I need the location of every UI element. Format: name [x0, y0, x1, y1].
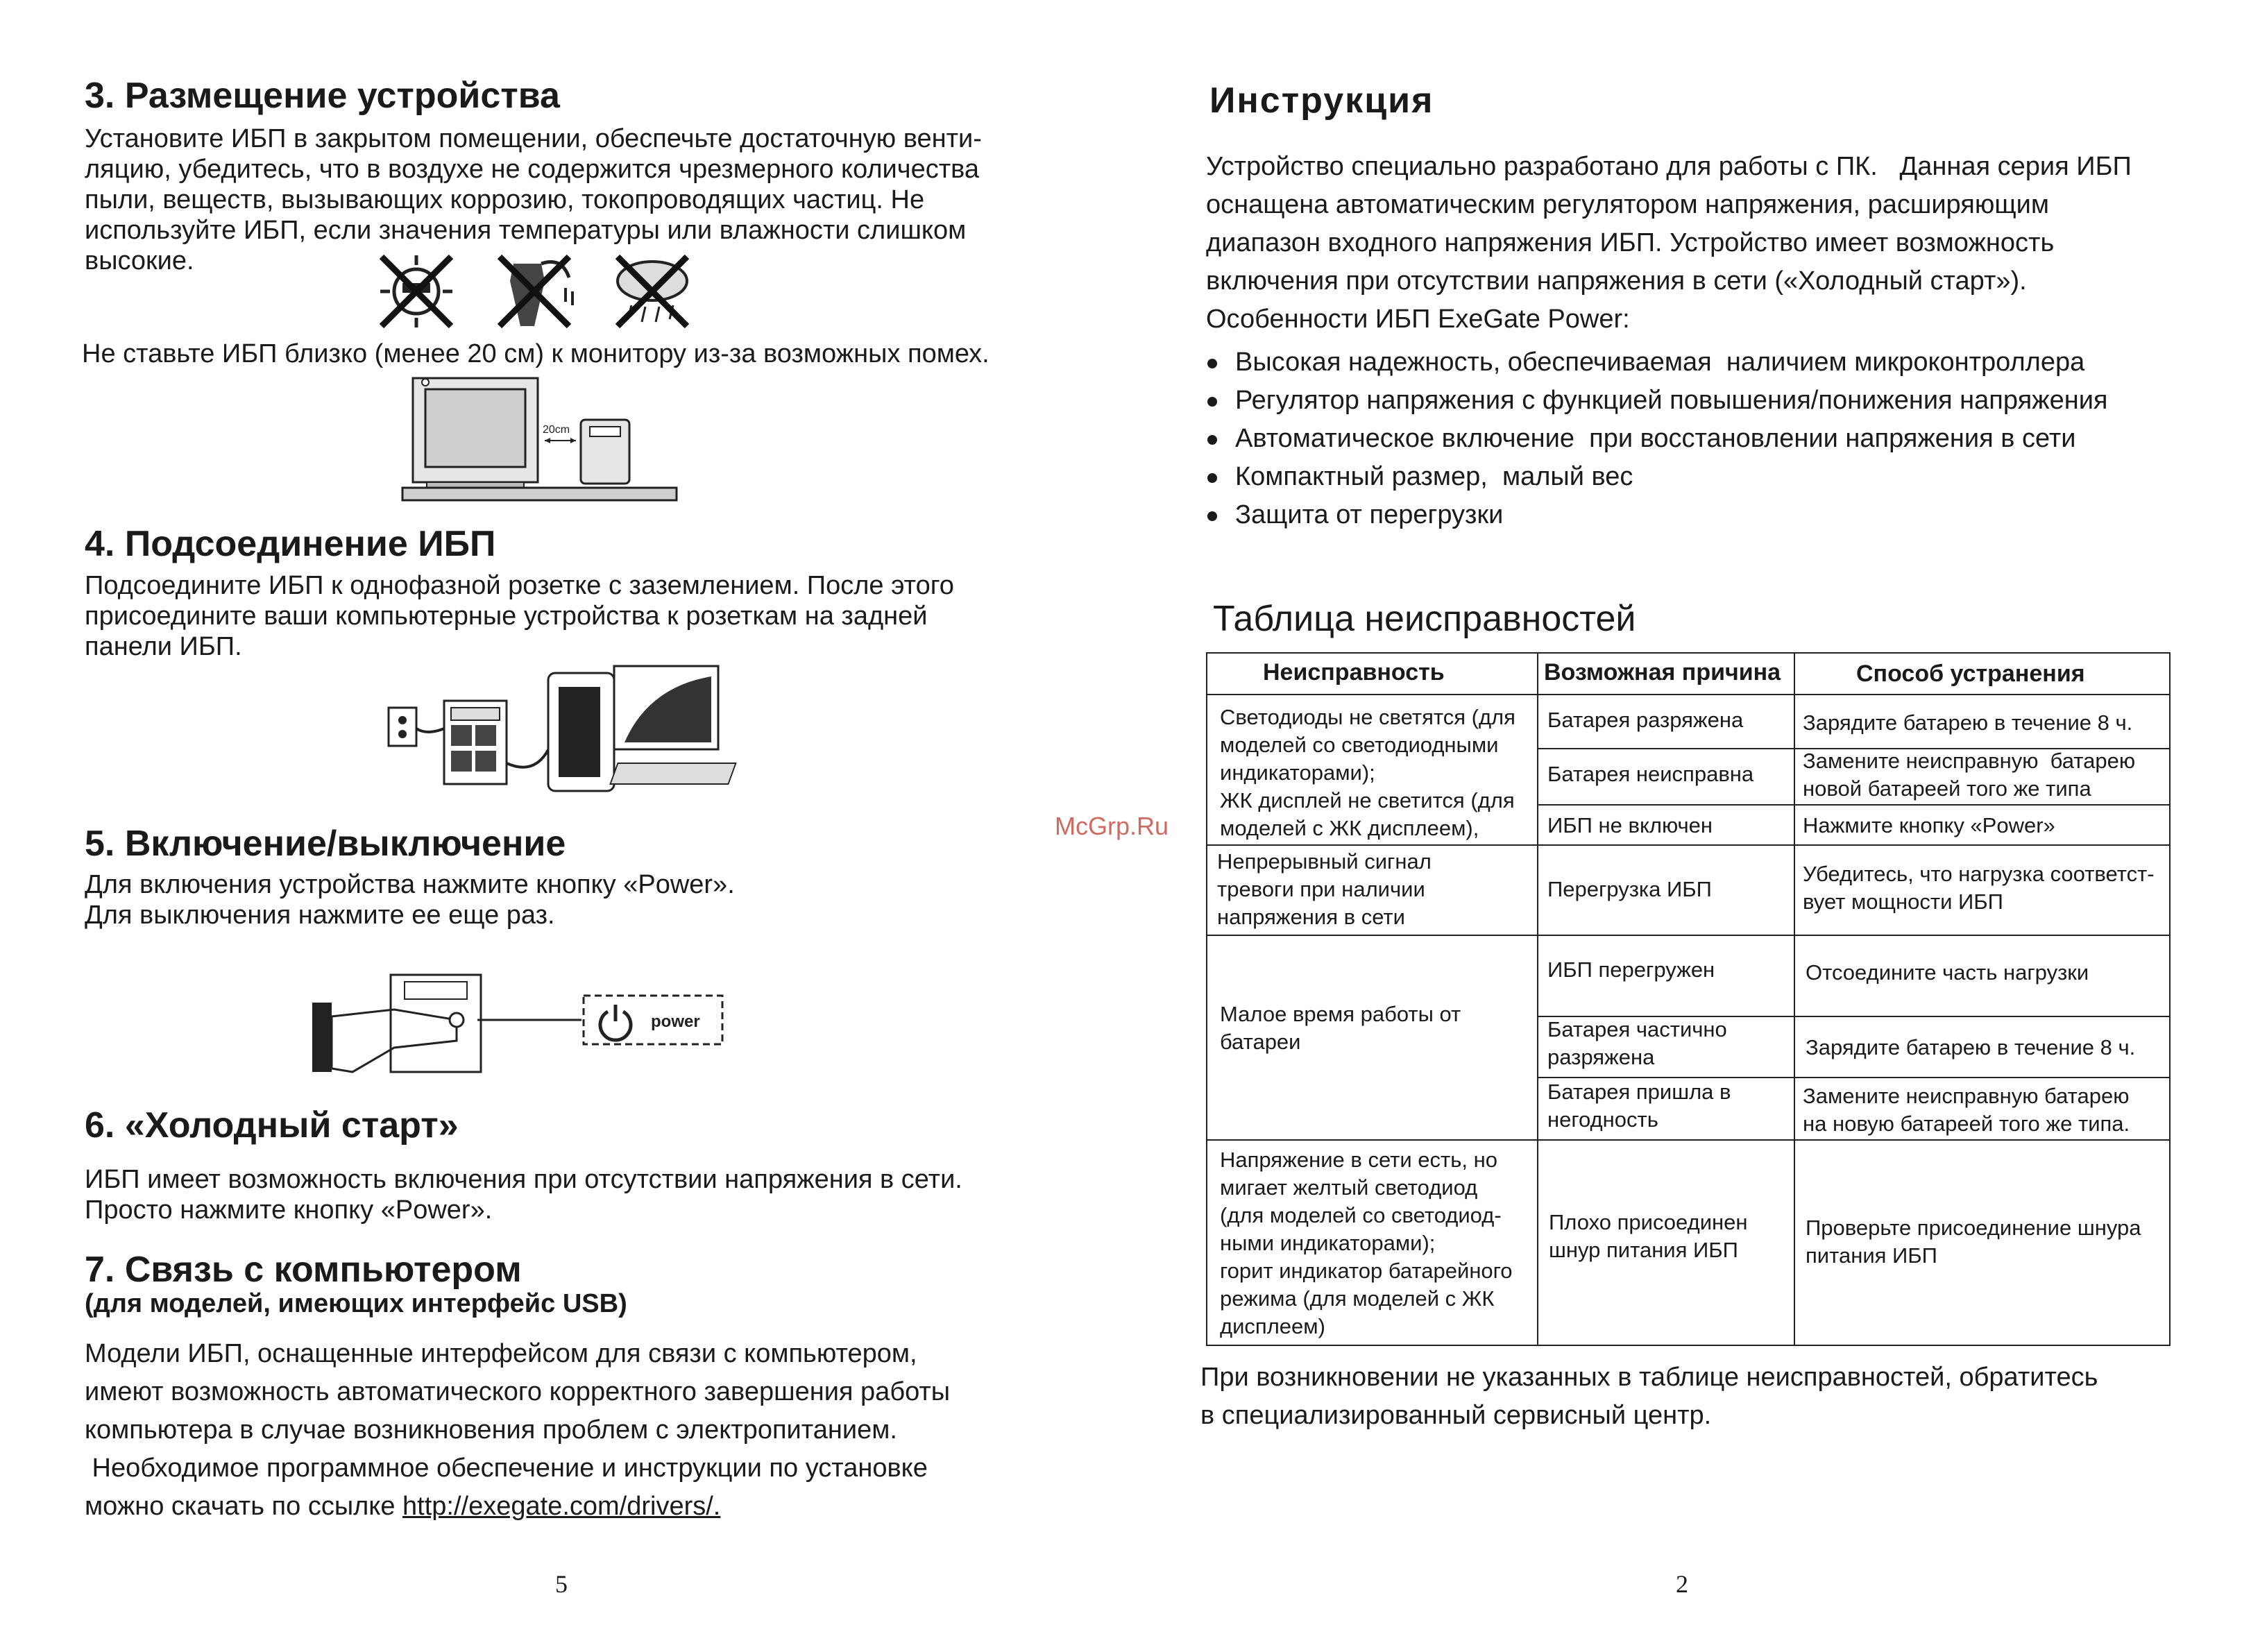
- section-7-text: [85, 1335, 950, 1526]
- table-cell-cause: ИБП не включен: [1547, 813, 1713, 837]
- text-line: [85, 1488, 950, 1526]
- text-line: пыли, веществ, вызывающих коррозию, токопроводящих частиц. Не: [85, 185, 925, 214]
- section-5-title: 5. Включение/выключение: [85, 824, 566, 864]
- monitor-distance-figure: [399, 371, 680, 503]
- text-line: используйте ИБП, если значения температуры или влажности слишком: [85, 216, 967, 245]
- instruction-title: Инструкция: [1209, 80, 1434, 121]
- section-4-title: 4. Подсоединение ИБП: [85, 524, 496, 564]
- no-rain-icon: [618, 257, 687, 326]
- text-line: включения при отсутствии напряжения в сети («Холодный старт»).: [1206, 266, 2027, 296]
- section-3-title: 3. Размещение устройства: [85, 76, 560, 116]
- list-item: Компактный размер, малый вес: [1206, 458, 2108, 496]
- text-line: Для выключения нажмите ее еще раз.: [85, 901, 555, 930]
- table-cell-cause: Батарея разряжена: [1547, 708, 1744, 732]
- features-list: [1206, 343, 2108, 534]
- text-line: Просто нажмите кнопку «Power».: [85, 1195, 493, 1225]
- page-number-right: 2: [1676, 1570, 1688, 1598]
- bullet: [1207, 473, 1217, 483]
- text-line: Установите ИБП в закрытом помещении, обеспечьте достаточную венти-: [85, 124, 982, 153]
- section-7-subtitle: (для моделей, имеющих интерфейс USB): [85, 1289, 627, 1318]
- table-cell-remedy: Убедитесь, что нагрузка соответст- вует мощности ИБП: [1803, 862, 2155, 914]
- text-line: высокие.: [85, 246, 194, 275]
- distance-label: 20cm: [543, 424, 570, 436]
- table-cell-cause: Батарея неисправна: [1547, 762, 1754, 786]
- bullet: [1207, 397, 1217, 407]
- text-line: При возникновении не указанных в таблице неисправностей, обратитесь: [1200, 1363, 2098, 1392]
- fault-table-title: Таблица неисправностей: [1213, 599, 1636, 639]
- text-line: диапазон входного напряжения ИБП. Устройство имеет возможность: [1206, 228, 2055, 257]
- table-cell-remedy: Нажмите кнопку «Power»: [1803, 813, 2055, 837]
- text-line: Модели ИБП, оснащенные интерфейсом для связи с компьютером,: [85, 1339, 917, 1368]
- table-cell-remedy: Замените неисправную батарею новой батареей того же типа: [1803, 749, 2136, 801]
- text-line: панели ИБП.: [85, 632, 242, 661]
- table-cell-remedy: Проверьте присоединение шнура питания ИБП: [1806, 1216, 2141, 1268]
- table-cell-fault: Напряжение в сети есть, но мигает желтый светодиод (для моделей со светодиод- ными индикаторами); горит индикатор батарейного режима (для моделей с ЖК дисплеем): [1220, 1148, 1513, 1338]
- watermark: McGrp.Ru: [1055, 812, 1169, 840]
- text-line: ИБП имеет возможность включения при отсутствии напряжения в сети.: [85, 1165, 962, 1194]
- table-cell-cause: Перегрузка ИБП: [1547, 877, 1712, 901]
- bullet: [1207, 511, 1217, 521]
- text-line: Необходимое программное обеспечение и инструкции по установке: [85, 1454, 928, 1483]
- page-number-left: 5: [555, 1570, 568, 1598]
- hand-illustration: [332, 1010, 457, 1072]
- list-item: Автоматическое включение при восстановлении напряжения в сети: [1206, 420, 2108, 458]
- bullet: [1207, 359, 1217, 368]
- section-7-title: 7. Связь с компьютером: [85, 1250, 522, 1290]
- list-item: Высокая надежность, обеспечиваемая наличием микроконтроллера: [1206, 343, 2108, 382]
- no-moisture-icon: [500, 257, 572, 326]
- table-header-remedy: Способ устранения: [1856, 661, 2085, 687]
- no-heat-icon: [380, 255, 452, 327]
- section-4-text: [85, 570, 954, 662]
- table-cell-fault: Непрерывный сигнал тревоги при наличии напряжения в сети: [1217, 849, 1432, 929]
- table-header-fault: Неисправность: [1263, 659, 1445, 686]
- list-item: Защита от перегрузки: [1206, 496, 2108, 534]
- wall-socket-illustration: [389, 708, 416, 746]
- table-cell-remedy: Зарядите батарею в течение 8 ч.: [1803, 710, 2133, 735]
- table-cell-cause: ИБП перегружен: [1547, 957, 1715, 982]
- section-6-title: 6. «Холодный старт»: [85, 1105, 459, 1146]
- bullet: [1207, 435, 1217, 445]
- link-prefix: можно скачать по ссылке: [85, 1492, 403, 1521]
- table-cell-cause: Батарея пришла в негодность: [1547, 1080, 1731, 1132]
- power-button-figure: [311, 971, 727, 1075]
- table-cell-remedy: Зарядите батарею в течение 8 ч.: [1806, 1035, 2136, 1059]
- table-cell-cause: Плохо присоединен шнур питания ИБП: [1549, 1210, 1748, 1262]
- table-footer-note: [1200, 1359, 2098, 1435]
- text-line: компьютера в случае возникновения проблем с электропитанием.: [85, 1415, 897, 1445]
- text-line: имеют возможность автоматического корректного завершения работы: [85, 1377, 951, 1406]
- text-line: Для включения устройства нажмите кнопку «Power».: [85, 870, 735, 899]
- table-cell-cause: Батарея частично разряжена: [1547, 1017, 1727, 1069]
- table-cell-fault: Светодиоды не светятся (для моделей со светодиодными индикаторами); ЖК дисплей не светится (для моделей с ЖК дисплеем),: [1220, 705, 1515, 840]
- list-item: Регулятор напряжения с функцией повышения/понижения напряжения: [1206, 382, 2108, 420]
- text-line: ляцию, убедитесь, что в воздухе не содержится чрезмерного количества: [85, 155, 980, 184]
- text-line: Устройство специально разработано для работы с ПК. Данная серия ИБП: [1206, 152, 2132, 181]
- text-line: оснащена автоматическим регулятором напряжения, расширяющим: [1206, 190, 2049, 219]
- text-line: в специализированный сервисный центр.: [1200, 1401, 1712, 1430]
- ups-connection-figure: [385, 659, 746, 812]
- text-line: Подсоедините ИБП к однофазной розетке с заземлением. После этого: [85, 571, 954, 600]
- drivers-link[interactable]: http://exegate.com/drivers/.: [402, 1492, 721, 1521]
- text-line: присоедините ваши компьютерные устройства к розеткам на задней: [85, 602, 928, 631]
- text-line: Особенности ИБП ExeGate Power:: [1206, 305, 1630, 334]
- section-6-text: [85, 1164, 962, 1225]
- table-cell-remedy: Отсоедините часть нагрузки: [1806, 960, 2089, 985]
- intro-text: [1206, 148, 2132, 339]
- hazard-icons: [375, 250, 708, 333]
- fault-table: [1206, 652, 2171, 1346]
- power-label: power: [651, 1012, 700, 1031]
- table-cell-fault: Малое время работы от батареи: [1220, 1002, 1461, 1054]
- monitor-distance-note: Не ставьте ИБП близко (менее 20 см) к монитору из-за возможных помех.: [82, 339, 990, 368]
- table-header-cause: Возможная причина: [1544, 659, 1781, 686]
- table-cell-remedy: Замените неисправную батарею на новую батареей того же типа.: [1803, 1084, 2130, 1136]
- section-5-text: [85, 869, 735, 930]
